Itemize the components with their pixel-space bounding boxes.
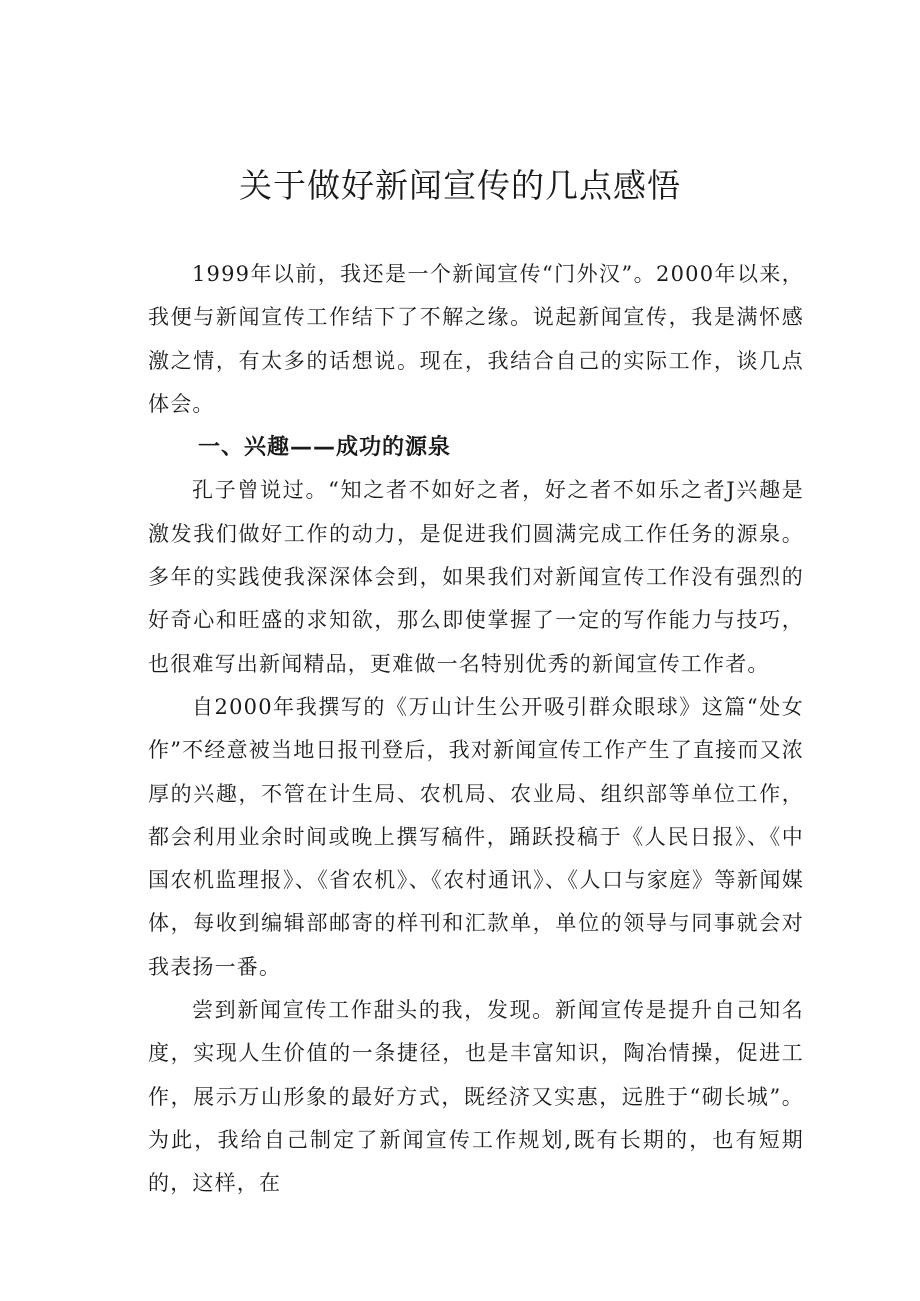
document-body [148, 253, 804, 1206]
intro-paragraph: 1999年以前，我还是一个新闻宣传“门外汉”。2000年以来，我便与新闻宣传工作结下了不解之缘。说起新闻宣传，我是满怀感激之情，有太多的话想说。现在，我结合自己的实际工作，谈几点体会。 [148, 262, 804, 416]
section-paragraph-1: 孔子曾说过。“知之者不如好之者，好之者不如乐之者J兴趣是激发我们做好工作的动力，是促进我们圆满完成工作任务的源泉。多年的实践使我深深体会到，如果我们对新闻宣传工作没有强烈的好奇心和旺盛的求知欲，那么即使掌握了一定的写作能力与技巧，也很难写出新闻精品，更难做一名特别优秀的新闻宣传工作者。 [148, 478, 804, 676]
section-paragraph-3: 尝到新闻宣传工作甜头的我，发现。新闻宣传是提升自己知名度，实现人生价值的一条捷径，也是丰富知识，陶冶情操，促进工作，展示万山形象的最好方式，既经济又实惠，远胜于“砌长城”。为此，我给自己制定了新闻宣传工作规划,既有长期的，也有短期的，这样，在 [148, 998, 804, 1196]
section-heading: 一、兴趣——成功的源泉 [198, 435, 452, 461]
section-paragraph-2: 自2000年我撰写的《万山计生公开吸引群众眼球》这篇“处女作”不经意被当地日报刊登后，我对新闻宣传工作产生了直接而又浓厚的兴趣，不管在计生局、农机局、农业局、组织部等单位工作，都会利用业余时间或晚上撰写稿件，踊跃投稿于《人民日报》、《中国农机监理报》、《省农机》、《农村通讯》、《人口与家庭》等新闻媒体，每收到编辑部邮寄的样刊和汇款单，单位的领导与同事就会对我表扬一番。 [148, 694, 804, 979]
document-title: 关于做好新闻宣传的几点感悟 [239, 166, 681, 205]
